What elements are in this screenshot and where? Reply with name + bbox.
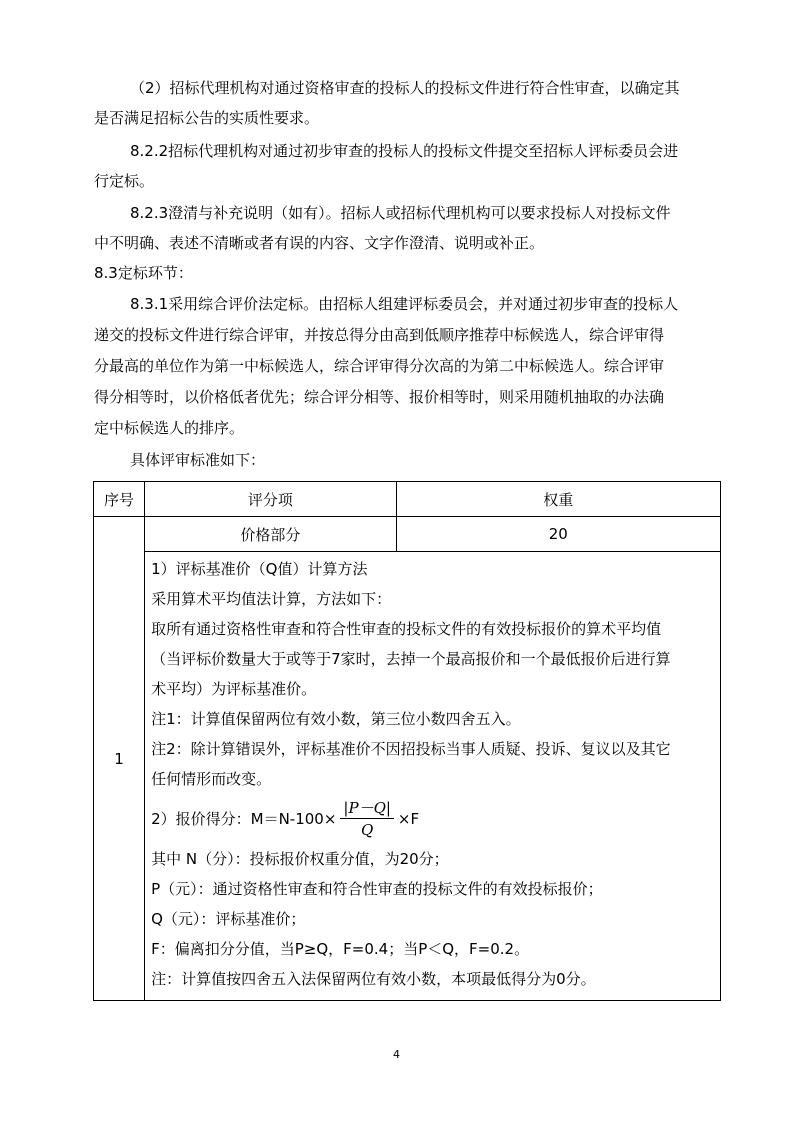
definition-line: Q（元）：评标基准价；	[151, 910, 306, 928]
method-line: 注1：计算值保留两位有效小数，第三位小数四舍五入。	[151, 710, 521, 728]
method-line: 1）评标基准价（Q值）计算方法	[151, 560, 368, 578]
page-number: 4	[393, 1048, 400, 1061]
paragraph-line: 递交的投标文件进行综合评审，并按总得分由高到低顺序推荐中标候选人，综合评审得	[94, 326, 665, 344]
definition-line: 注：计算值按四舍五入法保留两位有效小数，本项最低得分为0分。	[151, 970, 596, 988]
scoring-table	[93, 481, 721, 1001]
table-row	[94, 552, 721, 1001]
method-line: 任何情形而改变。	[151, 770, 272, 788]
method-line: 取所有通过资格性审查和符合性审查的投标文件的有效投标报价的算术平均值	[151, 620, 662, 638]
formula-prefix: 2）报价得分：M＝N-100×	[151, 810, 337, 828]
definition-line: 其中 N（分）：投标报价权重分值，为20分；	[151, 850, 449, 868]
formula-denominator: Q	[361, 820, 374, 839]
paragraph-line: （2）招标代理机构对通过资格审查的投标人的投标文件进行符合性审查，以确定其	[130, 79, 680, 97]
paragraph-line: 定中标候选人的排序。	[94, 419, 245, 437]
definition-line: F：偏离扣分分值，当P≥Q，F=0.4；当P＜Q，F=0.2。	[151, 940, 530, 958]
table-row	[94, 517, 721, 552]
formula-fraction	[340, 798, 394, 841]
header-seq: 序号	[94, 482, 145, 517]
paragraph-line: 分最高的单位作为第一中标候选人，综合评审得分次高的为第二中标候选人。综合评审	[94, 357, 665, 375]
paragraph-line: 行定标。	[94, 172, 155, 190]
paragraph-line: 中不明确、表述不清晰或者有误的内容、文字作澄清、说明或补正。	[94, 234, 545, 252]
score-formula	[151, 794, 714, 844]
method-line: 术平均）为评标基准价。	[151, 680, 317, 698]
table-header-row	[94, 482, 721, 517]
formula-numerator: |P－Q|	[340, 798, 394, 819]
paragraph-line: 8.2.2招标代理机构对通过初步审查的投标人的投标文件提交至招标人评标委员会进	[130, 142, 679, 160]
scoring-method-cell	[145, 552, 721, 1001]
paragraph-line: 8.3.1采用综合评价法定标。由招标人组建评标委员会，并对通过初步审查的投标人	[130, 295, 679, 313]
section-heading: 8.3定标环节：	[94, 264, 193, 282]
paragraph-line: 是否满足招标公告的实质性要求。	[94, 109, 320, 127]
paragraph-line: 8.2.3澄清与补充说明（如有）。招标人或招标代理机构可以要求投标人对投标文件	[130, 204, 671, 222]
method-line: （当评标价数量大于或等于7家时，去掉一个最高报价和一个最低报价后进行算	[151, 650, 671, 668]
method-line: 采用算术平均值法计算，方法如下：	[151, 590, 392, 608]
header-item: 评分项	[145, 482, 397, 517]
paragraph-line: 具体评审标准如下：	[130, 451, 266, 469]
definition-line: P（元）：通过资格性审查和符合性审查的投标文件的有效投标报价；	[151, 880, 603, 898]
paragraph-line: 得分相等时，以价格低者优先；综合评分相等、报价相等时，则采用随机抽取的办法确	[94, 388, 665, 406]
method-line: 注2：除计算错误外，评标基准价不因招投标当事人质疑、投诉、复议以及其它	[151, 740, 671, 758]
row-seq: 1	[94, 517, 145, 1001]
row-item: 价格部分	[145, 517, 397, 552]
formula-suffix: ×F	[397, 810, 420, 828]
header-weight: 权重	[396, 482, 720, 517]
row-weight: 20	[396, 517, 720, 552]
